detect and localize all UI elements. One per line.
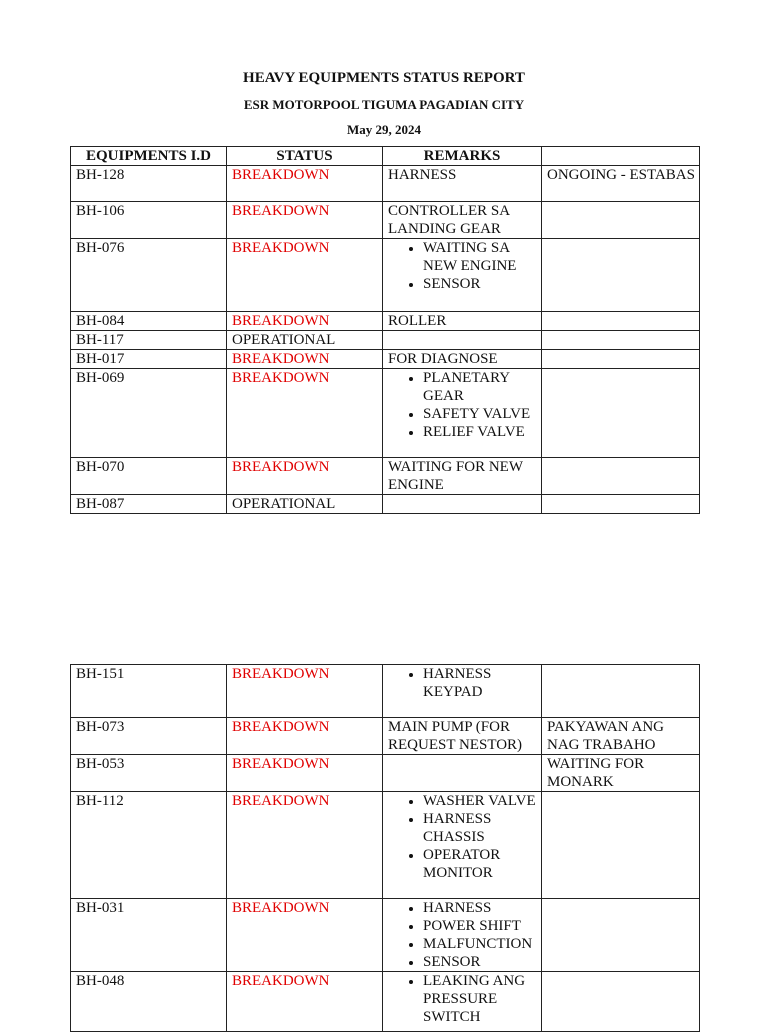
table-row (71, 458, 700, 495)
equipment-id: BH-076 (71, 239, 227, 312)
status-value: BREAKDOWN (227, 972, 383, 1032)
remarks-list-item: • WAITING SA NEW ENGINE (423, 239, 537, 275)
equipment-id: BH-128 (71, 166, 227, 202)
table-row (71, 331, 700, 350)
remarks-list-item: • WASHER VALVE (423, 792, 537, 810)
status-value: BREAKDOWN (227, 458, 383, 495)
table-row (71, 972, 700, 1032)
remarks-list-item: • HARNESS (423, 899, 537, 917)
equipment-id: BH-073 (71, 718, 227, 755)
notes-cell (542, 312, 700, 331)
status-value: BREAKDOWN (227, 718, 383, 755)
equipment-id: BH-151 (71, 665, 227, 718)
equipment-id: BH-117 (71, 331, 227, 350)
remarks-cell: ROLLER (383, 312, 542, 331)
remarks-cell (383, 792, 542, 899)
equipment-id: BH-070 (71, 458, 227, 495)
status-value: OPERATIONAL (227, 495, 383, 514)
remarks-cell: FOR DIAGNOSE (383, 350, 542, 369)
remarks-list-item: • POWER SHIFT (423, 917, 537, 935)
equipment-id: BH-069 (71, 369, 227, 458)
notes-cell (542, 458, 700, 495)
status-value: OPERATIONAL (227, 331, 383, 350)
remarks-cell (383, 972, 542, 1032)
remarks-cell (383, 239, 542, 312)
remarks-cell (383, 899, 542, 972)
remarks-cell: MAIN PUMP (FOR REQUEST NESTOR) (383, 718, 542, 755)
remarks-cell (383, 665, 542, 718)
table-row (71, 792, 700, 899)
remarks-list (388, 792, 537, 882)
remarks-cell (383, 755, 542, 792)
remarks-list-item: • SENSOR (423, 953, 537, 971)
remarks-list (388, 899, 537, 971)
status-value: BREAKDOWN (227, 792, 383, 899)
notes-cell: ONGOING - ESTABAS (542, 166, 700, 202)
remarks-list-item: • MALFUNCTION (423, 935, 537, 953)
table-row (71, 239, 700, 312)
status-value: BREAKDOWN (227, 899, 383, 972)
status-value: BREAKDOWN (227, 312, 383, 331)
equipment-id: BH-031 (71, 899, 227, 972)
report-title: HEAVY EQUIPMENTS STATUS REPORT (243, 70, 525, 86)
report-subtitle: ESR MOTORPOOL TIGUMA PAGADIAN CITY (243, 97, 525, 112)
table-row (71, 899, 700, 972)
notes-cell (542, 350, 700, 369)
header-remarks: REMARKS (383, 147, 542, 166)
table-header-row (71, 147, 700, 166)
notes-cell (542, 495, 700, 514)
status-value: BREAKDOWN (227, 350, 383, 369)
status-value: BREAKDOWN (227, 202, 383, 239)
remarks-list-item: • HARNESS KEYPAD (423, 665, 537, 701)
equipment-id: BH-048 (71, 972, 227, 1032)
remarks-list-item: • SENSOR (423, 275, 537, 293)
status-value: BREAKDOWN (227, 239, 383, 312)
table-row (71, 495, 700, 514)
remarks-cell (383, 369, 542, 458)
notes-cell (542, 239, 700, 312)
header-notes (542, 147, 700, 166)
equipment-id: BH-084 (71, 312, 227, 331)
header-status: STATUS (227, 147, 383, 166)
table-row (71, 718, 700, 755)
remarks-cell: CONTROLLER SA LANDING GEAR (383, 202, 542, 239)
table-row (71, 665, 700, 718)
notes-cell (542, 972, 700, 1032)
table-row (71, 755, 700, 792)
notes-cell (542, 202, 700, 239)
equipment-id: BH-053 (71, 755, 227, 792)
status-table-1 (70, 146, 700, 514)
remarks-list-item: • PLANETARY GEAR (423, 369, 537, 405)
remarks-list (388, 369, 537, 441)
remarks-cell (383, 331, 542, 350)
notes-cell (542, 665, 700, 718)
status-value: BREAKDOWN (227, 369, 383, 458)
remarks-list (388, 972, 537, 1026)
status-value: BREAKDOWN (227, 166, 383, 202)
notes-cell (542, 331, 700, 350)
equipment-id: BH-017 (71, 350, 227, 369)
notes-cell (542, 369, 700, 458)
table-row (71, 166, 700, 202)
remarks-list-item: • RELIEF VALVE (423, 423, 537, 441)
remarks-list (388, 239, 537, 293)
notes-cell: PAKYAWAN ANG NAG TRABAHO (542, 718, 700, 755)
status-table-2 (70, 664, 700, 1032)
equipment-id: BH-087 (71, 495, 227, 514)
equipment-id: BH-112 (71, 792, 227, 899)
remarks-list-item: • SAFETY VALVE (423, 405, 537, 423)
remarks-list (388, 665, 537, 701)
status-value: BREAKDOWN (227, 755, 383, 792)
notes-cell: WAITING FOR MONARK (542, 755, 700, 792)
table-row (71, 202, 700, 239)
table-row (71, 312, 700, 331)
remarks-cell (383, 495, 542, 514)
remarks-list-item: • OPERATOR MONITOR (423, 846, 537, 882)
notes-cell (542, 792, 700, 899)
remarks-list-item: • HARNESS CHASSIS (423, 810, 537, 846)
header-equipment-id: EQUIPMENTS I.D (71, 147, 227, 166)
remarks-cell: WAITING FOR NEW ENGINE (383, 458, 542, 495)
status-value: BREAKDOWN (227, 665, 383, 718)
table-row (71, 350, 700, 369)
report-date: May 29, 2024 (346, 122, 422, 137)
remarks-list-item: • LEAKING ANG PRESSURE SWITCH (423, 972, 537, 1026)
remarks-cell: HARNESS (383, 166, 542, 202)
table-row (71, 369, 700, 458)
equipment-id: BH-106 (71, 202, 227, 239)
notes-cell (542, 899, 700, 972)
